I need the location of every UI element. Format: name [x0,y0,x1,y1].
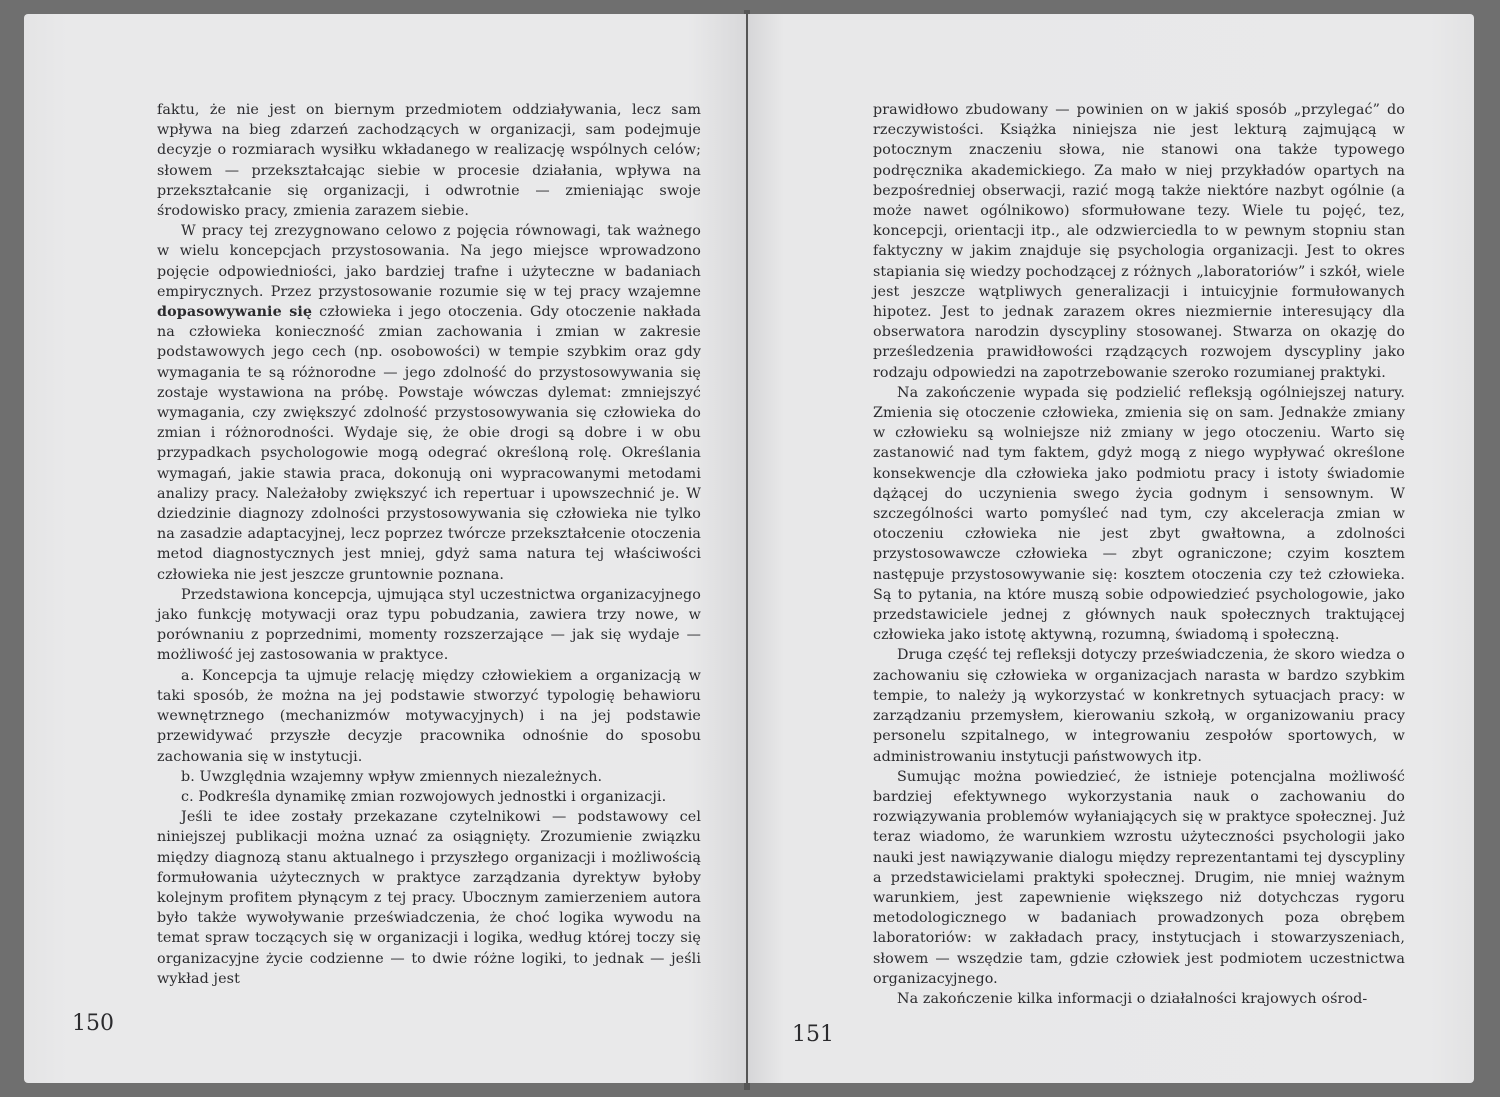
right-page [748,14,1474,1083]
list-item: b. Uwzględnia wzajemny wpływ zmiennych niezależnych. [181,768,603,785]
paragraph: prawidłowo zbudowany — powinien on w jakiś sposób „przylegać” do rzeczywistości. Książka niniejsza nie jest lekturą zajmującą w potocznym znaczeniu słowa, nie stanowi ona także typowego podręcznika akademickiego. Za mało w niej przykładów opartych na bezpośredniej obserwacji, razić mogą także niektóre nazbyt ogólnie (a może nawet ogólnikowo) sformułowane tezy. Wiele tu pojęć, tez, koncepcji, orientacji itp., ale odzwierciedla to w pewnym stopniu stan faktyczny w jakim znajduje się psychologia organizacji. Jest to okres stapiania się wiedzy pochodzącej z różnych „laboratoriów” i szkół, wiele jest jeszcze wątpliwych generalizacji i intuicyjnie formułowanych hipotez. Jest to jednak zarazem okres niezmiernie interesujący dla obserwatora narodzin dyscypliny stosowanej. Stwarza on okazję do prześledzenia prawidłowości rządzących rozwojem dyscypliny jako rodzaju odpowiedzi na zapotrzebowanie szeroko rozumianej praktyki. [873,102,1405,381]
paragraph: Przedstawiona koncepcja, ujmująca styl uczestnictwa organizacyjnego jako funkcję motywacji oraz typu pobudzania, zawiera trzy nowe, w porównaniu z poprzednimi, momenty rozszerzające — jak się wydaje — możliwość jej zastosowania w praktyce. [157,586,701,664]
right-page-text [873,100,1405,1009]
list-item: c. Podkreśla dynamikę zmian rozwojowych jednostki i organizacji. [181,788,667,805]
paragraph: Druga część tej refleksji dotyczy przeświadczenia, że skoro wiedza o zachowaniu się człowieka w organizacjach narasta w bardzo szybkim tempie, to należy ją wykorzystać w konkretnych sytuacjach pracy: w zarządzaniu przemysłem, kierowaniu szkołą, w organizowaniu pracy personelu szpitalnego, w integrowaniu zespołów sportowych, w administrowaniu instytucji państwowych itp. [873,647,1405,765]
paragraph: Sumując można powiedzieć, że istnieje potencjalna możliwość bardziej efektywnego wykorzystania nauk o zachowaniu do rozwiązywania problemów wyłaniających się w praktyce społecznej. Już teraz wiadomo, że warunkiem wzrostu użyteczności psychologii jako nauki jest nawiązywanie dialogu między reprezentantami tej dyscypliny a przedstawicielami praktyki społecznej. Drugim, nie mniej ważnym warunkiem, jest zapewnienie większego niż dotychczas rygoru metodologicznego w badaniach prowadzonych poza obrębem laboratoriów: w zakładach pracy, instytucjach i stowarzyszeniach, słowem — wszędzie tam, gdzie człowiek jest podmiotem uczestnictwa organizacyjnego. [873,768,1405,987]
paragraph: Na zakończenie wypada się podzielić refleksją ogólniejszej natury. Zmienia się otoczenie człowieka, zmienia się on sam. Jednakże zmiany w człowieku są wolniejsze niż zmiany w jego otoczeniu. Warto się zastanowić nad tym faktem, gdyż mogą z niego wypływać określone konsekwencje dla człowieka jako podmiotu pracy i istoty świadomie dążącej do uczynienia swego życia godnym i sensownym. W szczególności warto pomyśleć nad tym, czy akceleracja zmian w otoczeniu człowieka nie jest zbyt gwałtowna, a zdolności przystosowawcze człowieka — zbyt ograniczone; czyim kosztem następuje przystosowywanie się: kosztem otoczenia czy też człowieka. Są to pytania, na które muszą sobie odpowiedzieć psychologowie, jako przedstawiciele jednej z głównych nauk społecznych traktującej człowieka jako istotę aktywną, rozumną, świadomą i społeczną. [873,384,1405,644]
emphasized-term: dopasowywanie się [157,304,313,321]
paragraph: faktu, że nie jest on biernym przedmiotem oddziaływania, lecz sam wpływa na bieg zdarzeń zachodzących w organizacji, sam podejmuje decyzje o rozmiarach wysiłku wkładanego w realizację wspólnych celów; słowem — przekształcając siebie w procesie działania, wpływa na przekształcanie się organizacji, i odwrotnie — zmieniając swoje środowisko pracy, zmienia zarazem siebie. [157,102,701,220]
paragraph: Jeśli te idee zostały przekazane czytelnikowi — podstawowy cel niniejszej publikacji można uznać za osiągnięty. Zrozumienie związku między diagnozą stanu aktualnego i przyszłego organizacji i możliwością formułowania użytecznych w praktyce zarządzania dyrektyw byłoby kolejnym profitem płynącym z tej pracy. Ubocznym zamierzeniem autora było także wywoływanie przeświadczenia, że choć logika wywodu na temat spraw toczących się w organizacji i logika, według której toczy się organizacyjne życie codzienne — to dwie różne logiki, to jednak — jeśli wykład jest [157,809,701,987]
left-page-text [157,100,701,989]
page-number: 151 [792,1022,834,1047]
paragraph-part: W pracy tej zrezygnowano celowo z pojęcia równowagi, tak ważnego w wielu koncepcjach przystosowania. Na jego miejsce wprowadzono pojęcie odpowiedniości, jako bardziej trafne i użyteczne w badaniach empirycznych. Przez przystosowanie rozumie się w tej pracy wzajemne [157,223,701,300]
paragraph [157,221,701,585]
list-item: a. Koncepcja ta ujmuje relację między człowiekiem a organizacją w taki sposób, że można na jej podstawie stworzyć typologię behawioru wewnętrznego (mechanizmów motywacyjnych) i na jej podstawie przewidywać przyszłe decyzje pracownika odnośnie do sposobu zachowania się w instytucji. [157,667,701,765]
page-number: 150 [72,1011,114,1036]
paragraph-part: człowieka i jego otoczenia. Gdy otoczenie nakłada na człowieka konieczność zmian zachowania i zmian w zakresie podstawowych jego cech (np. osobowości) w tempie szybkim oraz gdy wymagania te są różnorodne — jego zdolność do przystosowywania się zostaje wystawiona na próbę. Powstaje wówczas dylemat: zmniejszyć wymagania, czy zwiększyć zdolność przystosowywania się człowieka do zmian i różnorodności. Wydaje się, że obie drogi są dobre i w obu przypadkach psychologowie mogą odegrać określoną rolę. Określania wymagań, jakie stawia praca, dokonują oni wypracowanymi metodami analizy pracy. Należałoby zwiększyć ich repertuar i upowszechnić je. W dziedzinie diagnozy zdolności przystosowywania się człowieka nie tylko na zasadzie adaptacyjnej, lecz poprzez twórcze przekształcenie otoczenia metod diagnostycznych jest mniej, gdyż sama natura tej właściwości człowieka nie jest jeszcze gruntownie poznana. [157,304,701,583]
paragraph: Na zakończenie kilka informacji o działalności krajowych ośrod- [897,990,1368,1007]
left-page [24,14,746,1083]
